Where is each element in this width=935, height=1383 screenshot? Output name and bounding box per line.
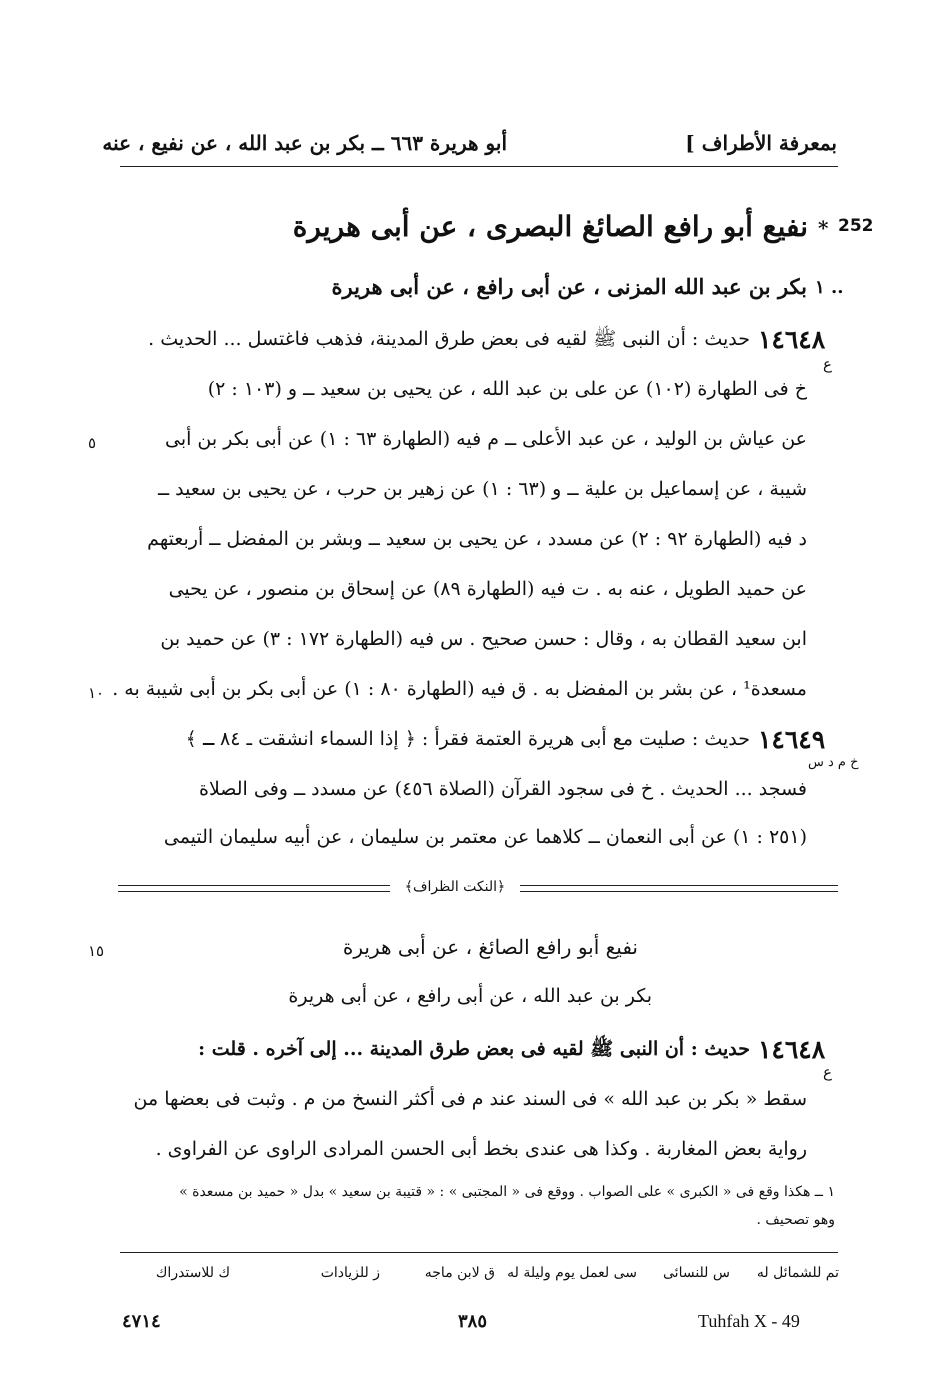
section-number: 252	[838, 216, 874, 236]
legend-item: تم للشمائل له	[756, 1265, 839, 1281]
nukat-subtitle: بكر بن عبد الله ، عن أبى رافع ، عن أبى هريرة	[288, 985, 652, 1007]
hadith-line: فسجد ... الحديث . خ فى سجود القرآن (الصلاة ٤٥٦) عن مسدد ــ وفى الصلاة	[199, 778, 807, 800]
legend-item: ز للزيادات	[320, 1265, 380, 1281]
hadith-line: شيبة ، عن إسماعيل بن علية ــ و (٦٣ : ١) عن زهير بن حرب ، عن يحيى بن سعيد ــ	[157, 478, 807, 500]
section-star: *	[818, 216, 829, 240]
section-title: نفيع أبو رافع الصائغ البصرى ، عن أبى هريرة	[292, 210, 808, 243]
legend-item: ق لابن ماجه	[424, 1265, 495, 1281]
nukat-banner: ﴿النكت الظراف﴾	[404, 879, 506, 895]
hadith-line: عن عياش بن الوليد ، عن عبد الأعلى ــ م فيه (الطهارة ٦٣ : ١) عن أبى بكر بن أبى	[164, 428, 807, 450]
hadith-line: خ فى الطهارة (١٠٢) عن على بن عبد الله ، عن يحيى بن سعيد ــ و (١٠٣ : ٢)	[207, 378, 807, 400]
line-number: ٥	[88, 434, 97, 452]
subsection-title: بكر بن عبد الله المزنى ، عن أبى رافع ، عن أبى هريرة	[331, 274, 807, 299]
hadith-sigla: خ م د س	[808, 755, 859, 770]
nukat-line: سقط « بكر بن عبد الله » فى السند عند م فى أكثر النسخ من م . وثبت فى بعضها من	[133, 1088, 807, 1110]
hadith-line: حديث : صليت مع أبى هريرة العتمة فقرأ : ﴿ إذا السماء انشقت ـ ٨٤ ـ ﴾	[185, 728, 750, 750]
nukat-line: حديث : أن النبى ﷺ لقيه فى بعض طرق المدينة ... إلى آخره . قلت :	[198, 1038, 750, 1060]
header-rule	[120, 166, 838, 167]
nukat-hadith-number: ١٤٦٤٨	[758, 1035, 826, 1064]
legend-item: سى لعمل يوم وليلة له	[507, 1265, 637, 1281]
hadith-line: مسعدة¹ ، عن بشر بن المفضل به . ق فيه (الطهارة ٨٠ : ١) عن أبى بكر بن أبى شيبة به .	[112, 678, 807, 700]
hadith-number: ١٤٦٤٩	[758, 725, 826, 754]
legend-item: ك للاستدراك	[155, 1265, 230, 1281]
nukat-rule-right	[520, 885, 838, 892]
running-header-right: بمعرفة الأطراف ]	[685, 131, 837, 155]
nukat-line: رواية بعض المغاربة . وكذا هى عندى بخط أبى الحسن المرادى الراوى عن الفراوى .	[155, 1138, 807, 1160]
hadith-number: ١٤٦٤٨	[758, 325, 826, 354]
hadith-line: د فيه (الطهارة ٩٢ : ٢) عن مسدد ، عن يحيى بن سعيد ــ وبشر بن المفضل ــ أربعتهم	[147, 528, 807, 550]
hadith-line: حديث : أن النبى ﷺ لقيه فى بعض طرق المدينة، فذهب فاغتسل ... الحديث .	[148, 328, 750, 350]
footer-number: ٤٧١٤	[122, 1311, 161, 1332]
nukat-sigla: ع	[823, 1063, 832, 1081]
subsection-number: ١ ..	[815, 277, 844, 298]
footnote-line: ١ ــ هكذا وقع فى « الكبرى » على الصواب . ووقع فى « المجتبى » : « قتيبة بن سعيد » بدل « حميد بن مسعدة »	[179, 1184, 835, 1200]
nukat-rule-left	[118, 885, 390, 892]
line-number: ١٠	[88, 684, 105, 702]
volume-label: Tuhfah X - 49	[698, 1311, 800, 1331]
legend-item: س للنسائى	[663, 1265, 730, 1281]
page-number: ٣٨٥	[458, 1311, 488, 1332]
footer-rule	[120, 1252, 838, 1253]
hadith-line: (٢٥١ : ١) عن أبى النعمان ــ كلاهما عن معتمر بن سليمان ، عن أبيه سليمان التيمى	[163, 826, 807, 848]
hadith-sigla: ع	[823, 355, 832, 373]
footnote-line: وهو تصحيف .	[756, 1212, 835, 1228]
line-number: ١٥	[88, 942, 105, 960]
hadith-line: ابن سعيد القطان به ، وقال : حسن صحيح . س فيه (الطهارة ١٧٢ : ٣) عن حميد بن	[160, 628, 807, 650]
running-header-middle: أبو هريرة ٦٦٣ ــ بكر بن عبد الله ، عن نفيع ، عنه	[102, 131, 507, 155]
nukat-title: نفيع أبو رافع الصائغ ، عن أبى هريرة	[342, 935, 638, 959]
hadith-line: عن حميد الطويل ، عنه به . ت فيه (الطهارة ٨٩) عن إسحاق بن منصور ، عن يحيى	[168, 578, 807, 600]
